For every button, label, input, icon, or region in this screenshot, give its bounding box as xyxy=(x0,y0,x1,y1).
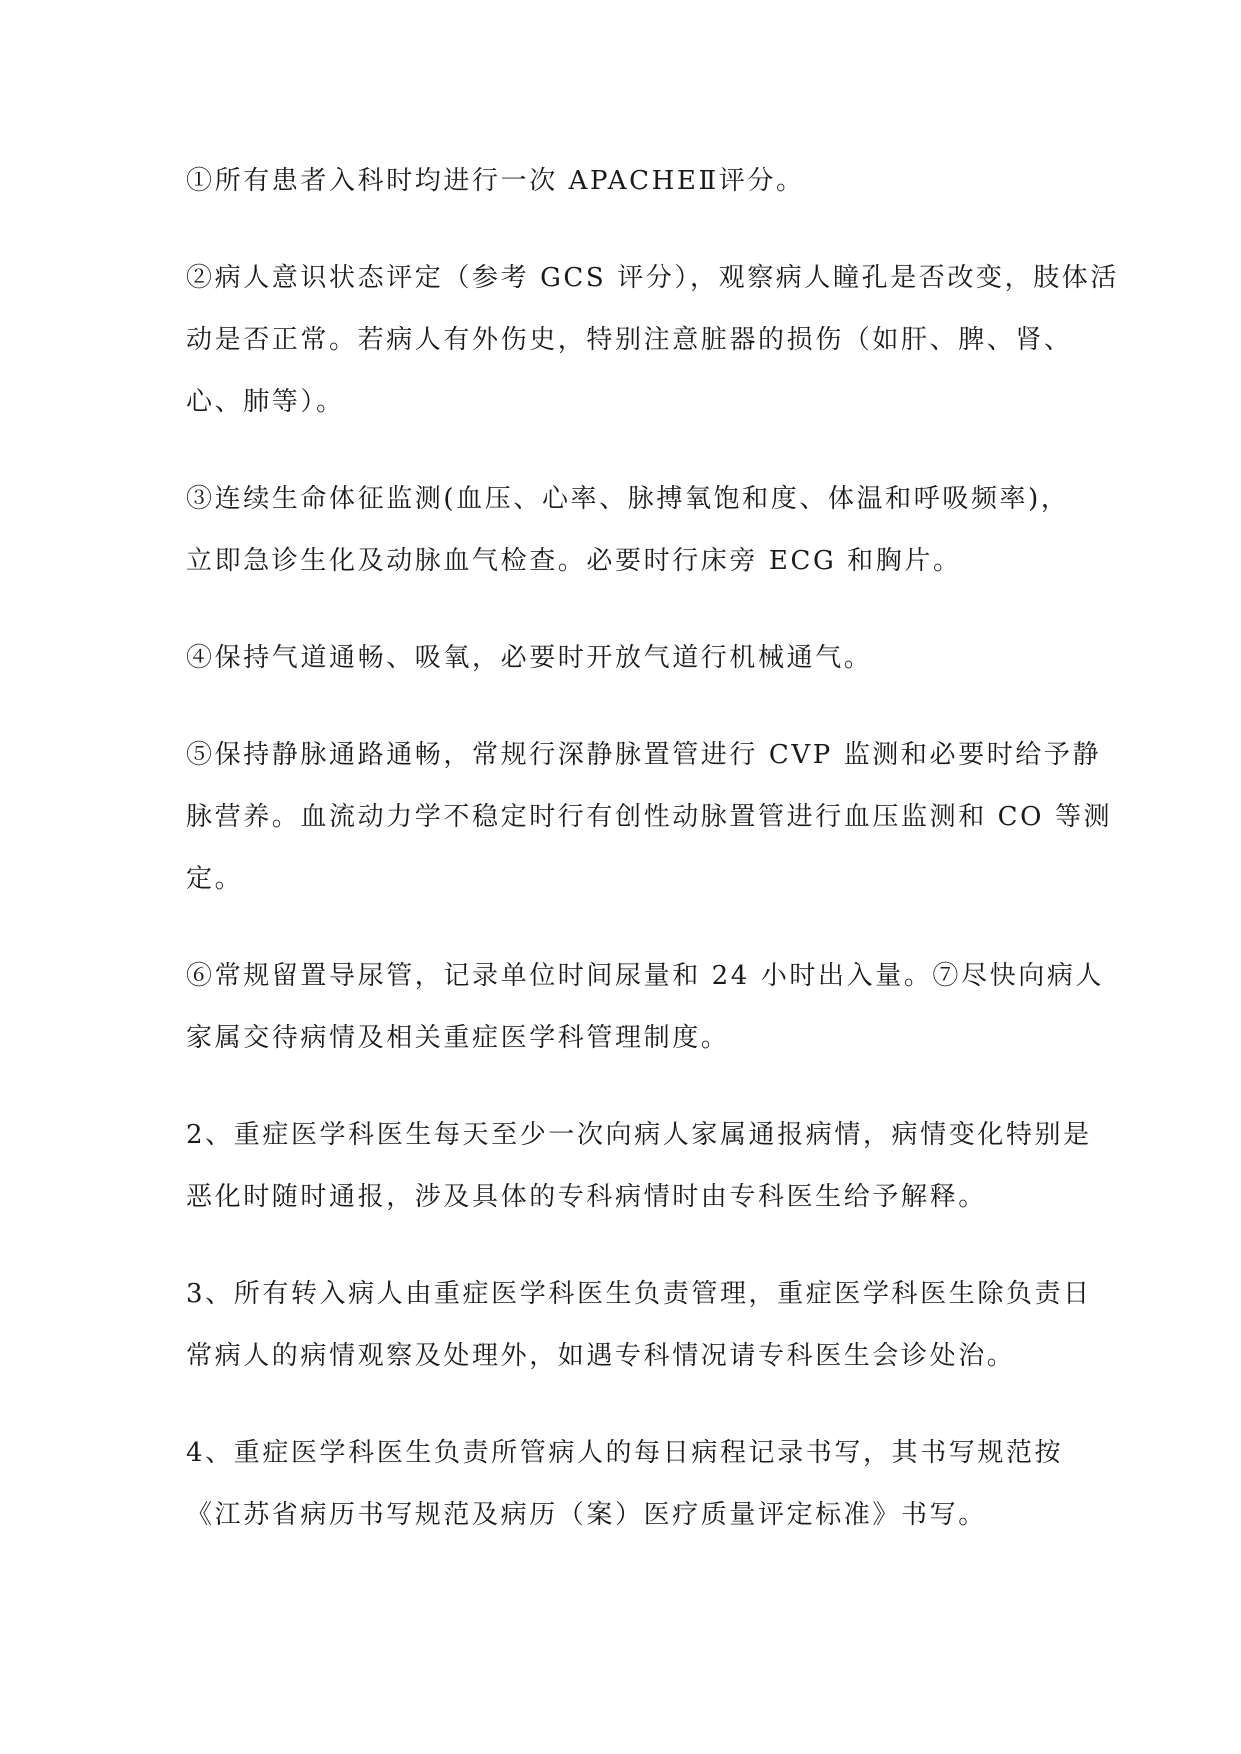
text-line: 定。 xyxy=(186,864,244,894)
item-1-apache-score xyxy=(186,150,1091,212)
text-line: ⑤保持静脉通路通畅，常规行深静脉置管进行 CVP 监测和必要时给予静 xyxy=(186,740,1102,770)
text-line: ③连续生命体征监测(血压、心率、脉搏氧饱和度、体温和呼吸频率)， xyxy=(186,484,1070,514)
text-line: ①所有患者入科时均进行一次 APACHEⅡ评分。 xyxy=(186,166,805,196)
item-5-venous-access xyxy=(186,724,1113,910)
text-line: 2、重症医学科医生每天至少一次向病人家属通报病情，病情变化特别是 xyxy=(186,1120,1092,1150)
section-3-patient-management xyxy=(186,1263,1091,1387)
text-line: 脉营养。血流动力学不稳定时行有创性动脉置管进行血压监测和 CO 等测 xyxy=(186,802,1113,832)
text-line: 《江苏省病历书写规范及病历（案）医疗质量评定标准》书写。 xyxy=(186,1500,987,1530)
item-3-vital-signs-monitoring xyxy=(186,468,1091,592)
text-line: ⑥常规留置导尿管，记录单位时间尿量和 24 小时出入量。⑦尽快向病人 xyxy=(186,961,1105,991)
text-line: 4、重症医学科医生负责所管病人的每日病程记录书写，其书写规范按 xyxy=(186,1438,1064,1468)
document-body xyxy=(186,150,1120,1581)
section-4-progress-records xyxy=(186,1422,1091,1546)
text-line: 心、肺等）。 xyxy=(186,387,345,417)
item-4-airway-management xyxy=(186,627,1091,689)
section-2-family-notification xyxy=(186,1104,1091,1228)
text-line: ②病人意识状态评定（参考 GCS 评分），观察病人瞳孔是否改变，肢体活 xyxy=(186,263,1120,293)
text-line: ④保持气道通畅、吸氧，必要时开放气道行机械通气。 xyxy=(186,643,873,673)
text-line: 常病人的病情观察及处理外，如遇专科情况请专科医生会诊处治。 xyxy=(186,1341,1016,1371)
text-line: 恶化时随时通报，涉及具体的专科病情时由专科医生给予解释。 xyxy=(186,1182,987,1212)
item-6-7-catheter-and-family xyxy=(186,945,1105,1069)
text-line: 3、所有转入病人由重症医学科医生负责管理，重症医学科医生除负责日 xyxy=(186,1279,1092,1309)
text-line: 动是否正常。若病人有外伤史，特别注意脏器的损伤（如肝、脾、肾、 xyxy=(186,325,1073,355)
item-2-consciousness-assessment xyxy=(186,247,1120,433)
text-line: 立即急诊生化及动脉血气检查。必要时行床旁 ECG 和胸片。 xyxy=(186,546,962,576)
text-line: 家属交待病情及相关重症医学科管理制度。 xyxy=(186,1023,730,1053)
